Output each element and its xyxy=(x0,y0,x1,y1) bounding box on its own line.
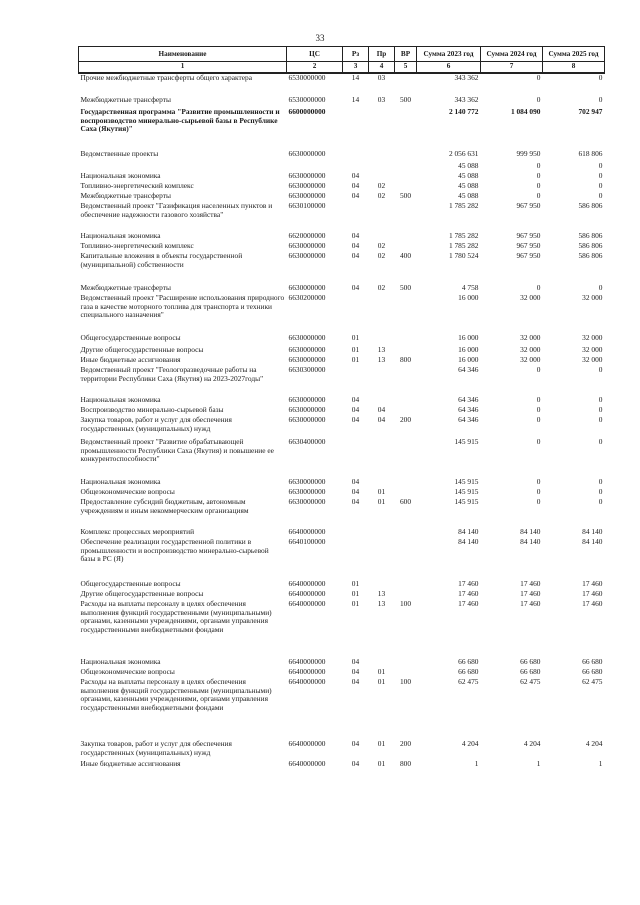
row-name: Обеспечение реализации государственной политики в промышленности и воспроизводство минерально-сырьевой базы в РС (Я) xyxy=(80,537,269,564)
row-sum-2024: 967 950 xyxy=(516,241,541,250)
row-sum-2023: 64 346 xyxy=(458,415,479,424)
row-sum-2023: 1 xyxy=(474,759,479,768)
row-name: Межбюджетные трансферты xyxy=(80,283,171,292)
row-pr: 02 xyxy=(377,191,386,200)
row-rz: 04 xyxy=(351,283,360,292)
row-cs-code: 6640000000 xyxy=(288,667,326,676)
row-name: Государственная программа "Развитие промышленности и воспроизводство минерально-сырьевой базы в Республике Саха (Якутия)" xyxy=(80,107,280,134)
row-vr xyxy=(395,538,417,580)
row-pr: 04 xyxy=(377,405,386,414)
row-cs-code: 6630000000 xyxy=(288,251,326,260)
row-vr xyxy=(395,172,417,182)
row-cs-code: 6640100000 xyxy=(288,537,326,546)
row-vr xyxy=(395,294,417,334)
row-pr xyxy=(369,366,395,396)
row-name: Национальная экономика xyxy=(80,171,161,180)
row-sum-2025: 0 xyxy=(598,405,603,414)
row-name: Общеэкономические вопросы xyxy=(80,667,175,676)
column-number: 8 xyxy=(543,62,605,74)
row-name: Межбюджетные трансферты xyxy=(80,191,171,200)
row-sum-2023: 66 680 xyxy=(458,657,479,666)
row-pr xyxy=(369,528,395,538)
column-number: 3 xyxy=(343,62,369,74)
row-sum-2023: 64 346 xyxy=(458,395,479,404)
row-rz: 14 xyxy=(351,95,360,104)
row-rz: 04 xyxy=(351,395,360,404)
row-sum-2025: 586 806 xyxy=(578,201,603,210)
row-sum-2024: 0 xyxy=(536,497,541,506)
row-sum-2024: 0 xyxy=(536,95,541,104)
row-name: Ведомственный проект "Расширение использования природного газа в качестве моторного топлива для транспорта и техники специального назначения" xyxy=(80,293,285,320)
row-cs-code: 6630000000 xyxy=(288,181,326,190)
row-pr: 03 xyxy=(377,95,386,104)
header-sum-2023: Сумма 2023 год xyxy=(417,47,481,62)
row-sum-2024: 0 xyxy=(536,365,541,374)
row-sum-2025: 32 000 xyxy=(582,333,603,342)
row-pr: 01 xyxy=(377,739,386,748)
row-sum-2025: 0 xyxy=(598,497,603,506)
row-rz: 04 xyxy=(351,181,360,190)
row-sum-2025: 84 140 xyxy=(582,527,603,536)
row-cs-code: 6630000000 xyxy=(288,171,326,180)
row-sum-2023: 2 056 631 xyxy=(448,149,479,158)
row-name: Ведомственный проект "Газификация населенных пунктов и обеспечение надежности газового хозяйства" xyxy=(80,201,273,219)
row-sum-2023: 145 915 xyxy=(454,437,479,446)
row-rz: 01 xyxy=(351,355,360,364)
row-pr: 13 xyxy=(377,589,386,598)
row-vr: 500 xyxy=(399,283,412,292)
page-number: 33 xyxy=(315,33,325,43)
row-name: Общеэкономические вопросы xyxy=(80,487,175,496)
row-vr: 400 xyxy=(399,251,412,260)
row-pr xyxy=(369,294,395,334)
row-rz: 04 xyxy=(351,415,360,424)
row-vr xyxy=(395,162,417,172)
row-name: Расходы на выплаты персоналу в целях обеспечения выполнения функций государственными (муниципальными) органами, казенными учреждениями, органами управления государственными внебюджетными фондами xyxy=(80,599,272,634)
row-vr: 800 xyxy=(399,355,412,364)
row-cs-code: 6640000000 xyxy=(288,657,326,666)
row-vr: 500 xyxy=(399,95,412,104)
row-sum-2024: 0 xyxy=(536,437,541,446)
row-sum-2024: 0 xyxy=(536,283,541,292)
row-pr xyxy=(369,150,395,162)
row-cs-code: 6630100000 xyxy=(288,201,326,210)
row-sum-2025: 66 680 xyxy=(582,667,603,676)
row-name: Национальная экономика xyxy=(80,477,161,486)
row-sum-2023: 66 680 xyxy=(458,667,479,676)
row-rz: 04 xyxy=(351,677,360,686)
row-cs-code: 6640000000 xyxy=(288,599,326,608)
row-vr xyxy=(395,366,417,396)
row-sum-2023: 4 758 xyxy=(461,283,479,292)
row-rz: 04 xyxy=(351,667,360,676)
column-number: 7 xyxy=(481,62,543,74)
row-cs-code: 6640000000 xyxy=(288,589,326,598)
row-vr xyxy=(395,150,417,162)
header-rz: Рз xyxy=(343,47,369,62)
row-sum-2025: 0 xyxy=(598,487,603,496)
row-name: Воспроизводство минерально-сырьевой базы xyxy=(80,405,224,414)
row-sum-2025: 84 140 xyxy=(582,537,603,546)
table-row xyxy=(79,294,605,334)
row-name: Ведомственные проекты xyxy=(80,149,159,158)
row-cs-code: 6620000000 xyxy=(288,231,326,240)
row-sum-2025: 1 xyxy=(598,759,603,768)
row-rz xyxy=(343,150,369,162)
row-sum-2024: 967 950 xyxy=(516,231,541,240)
row-cs-code: 6530000000 xyxy=(288,95,326,104)
row-sum-2025: 586 806 xyxy=(578,231,603,240)
table-row xyxy=(79,73,605,96)
row-rz: 04 xyxy=(351,241,360,250)
row-sum-2023: 16 000 xyxy=(458,333,479,342)
row-name: Национальная экономика xyxy=(80,231,161,240)
row-vr xyxy=(395,478,417,488)
row-name: Закупка товаров, работ и услуг для обеспечения государственных (муниципальных) нужд xyxy=(80,739,232,757)
row-sum-2024: 0 xyxy=(536,191,541,200)
row-vr: 500 xyxy=(399,191,412,200)
row-sum-2024: 17 460 xyxy=(520,589,541,598)
row-sum-2024: 32 000 xyxy=(520,345,541,354)
row-sum-2024: 0 xyxy=(536,477,541,486)
row-cs-code: 6630000000 xyxy=(288,405,326,414)
row-vr xyxy=(395,438,417,478)
row-sum-2023: 64 346 xyxy=(458,365,479,374)
row-pr: 01 xyxy=(377,759,386,768)
row-rz: 04 xyxy=(351,739,360,748)
row-sum-2024: 32 000 xyxy=(520,293,541,302)
row-name: Национальная экономика xyxy=(80,395,161,404)
row-sum-2023: 343 362 xyxy=(454,95,479,104)
row-name: Предоставление субсидий бюджетным, автономным учреждениям и иным некоммерческим организациям xyxy=(80,497,249,515)
row-sum-2024: 1 xyxy=(536,759,541,768)
row-sum-2023: 1 780 524 xyxy=(448,251,479,260)
row-pr: 01 xyxy=(377,497,386,506)
row-rz xyxy=(343,202,369,232)
column-number: 4 xyxy=(369,62,395,74)
row-sum-2024: 967 950 xyxy=(516,251,541,260)
column-number: 5 xyxy=(395,62,417,74)
row-name: Прочие межбюджетные трансферты общего характера xyxy=(80,73,253,82)
row-sum-2025: 32 000 xyxy=(582,355,603,364)
row-sum-2023: 64 346 xyxy=(458,405,479,414)
row-sum-2025: 0 xyxy=(598,161,603,170)
header-sum-2024: Сумма 2024 год xyxy=(481,47,543,62)
row-pr: 02 xyxy=(377,181,386,190)
table-row xyxy=(79,678,605,740)
row-vr xyxy=(395,580,417,590)
row-pr: 13 xyxy=(377,355,386,364)
row-name: Общегосударственные вопросы xyxy=(80,333,181,342)
table-row xyxy=(79,202,605,232)
row-vr xyxy=(395,396,417,406)
row-sum-2024: 0 xyxy=(536,405,541,414)
row-vr xyxy=(395,334,417,346)
row-sum-2025: 586 806 xyxy=(578,251,603,260)
row-name: Межбюджетные трансферты xyxy=(80,95,171,104)
table-body xyxy=(79,73,605,770)
row-vr xyxy=(395,73,417,96)
row-cs-code: 6630000000 xyxy=(288,477,326,486)
row-name: Ведомственный проект "Геологоразведочные работы на территории Республики Саха (Якутия) на 2023-2027годы" xyxy=(80,365,264,383)
row-sum-2023: 45 088 xyxy=(458,191,479,200)
row-sum-2025: 0 xyxy=(598,191,603,200)
row-rz: 01 xyxy=(351,579,360,588)
row-sum-2023: 84 140 xyxy=(458,537,479,546)
row-sum-2025: 17 460 xyxy=(582,599,603,608)
row-vr: 800 xyxy=(399,759,412,768)
row-sum-2024: 967 950 xyxy=(516,201,541,210)
row-pr: 02 xyxy=(377,283,386,292)
header-cs: ЦС xyxy=(287,47,343,62)
row-cs-code: 6630000000 xyxy=(288,415,326,424)
column-number: 6 xyxy=(417,62,481,74)
table-row xyxy=(79,740,605,760)
row-sum-2023: 1 785 282 xyxy=(448,231,479,240)
row-cs-code: 6630000000 xyxy=(288,149,326,158)
row-sum-2025: 32 000 xyxy=(582,293,603,302)
row-sum-2024: 999 950 xyxy=(516,149,541,158)
row-cs-code: 6530000000 xyxy=(288,73,326,82)
row-sum-2025: 17 460 xyxy=(582,579,603,588)
row-vr xyxy=(395,108,417,150)
row-pr: 01 xyxy=(377,487,386,496)
row-name: Иные бюджетные ассигнования xyxy=(80,759,181,768)
table-row xyxy=(79,538,605,580)
row-sum-2023: 145 915 xyxy=(454,497,479,506)
row-rz: 04 xyxy=(351,231,360,240)
row-vr xyxy=(395,202,417,232)
row-sum-2023: 1 785 282 xyxy=(448,241,479,250)
row-pr: 02 xyxy=(377,241,386,250)
row-vr xyxy=(395,528,417,538)
row-vr xyxy=(395,658,417,668)
row-sum-2023: 343 362 xyxy=(454,73,479,82)
row-sum-2025: 32 000 xyxy=(582,345,603,354)
row-vr: 600 xyxy=(399,497,412,506)
row-name: Топливно-энергетический комплекс xyxy=(80,241,194,250)
header-vr: ВР xyxy=(395,47,417,62)
row-rz: 01 xyxy=(351,599,360,608)
column-number: 1 xyxy=(79,62,287,74)
row-cs-code: 6630000000 xyxy=(288,345,326,354)
row-sum-2024: 0 xyxy=(536,171,541,180)
row-pr: 13 xyxy=(377,345,386,354)
row-vr: 100 xyxy=(399,599,412,608)
row-rz: 04 xyxy=(351,759,360,768)
row-sum-2023: 145 915 xyxy=(454,477,479,486)
row-name: Расходы на выплаты персоналу в целях обеспечения выполнения функций государственными (муниципальными) органами, казенными учреждениями, органами управления государственными внебюджетными фондами xyxy=(80,677,272,712)
row-sum-2023: 62 475 xyxy=(458,677,479,686)
row-rz: 04 xyxy=(351,477,360,486)
row-sum-2023: 145 915 xyxy=(454,487,479,496)
row-cs-code: 6630400000 xyxy=(288,437,326,446)
row-sum-2023: 84 140 xyxy=(458,527,479,536)
row-rz xyxy=(343,538,369,580)
row-pr xyxy=(369,438,395,478)
row-cs-code: 6640000000 xyxy=(288,759,326,768)
row-sum-2024: 0 xyxy=(536,161,541,170)
row-sum-2023: 17 460 xyxy=(458,579,479,588)
column-number: 2 xyxy=(287,62,343,74)
row-cs-code: 6630000000 xyxy=(288,355,326,364)
row-rz: 04 xyxy=(351,657,360,666)
row-rz xyxy=(343,438,369,478)
table-row xyxy=(79,108,605,150)
row-cs-code: 6630000000 xyxy=(288,487,326,496)
row-sum-2024: 32 000 xyxy=(520,333,541,342)
row-name: Иные бюджетные ассигнования xyxy=(80,355,181,364)
row-sum-2025: 0 xyxy=(598,95,603,104)
row-name: Ведомственный проект "Развитие обрабатывающей промышленности Республики Саха (Якутия) и повышение ее конкурентоспособности" xyxy=(80,437,274,464)
row-name: Другие общегосударственные вопросы xyxy=(80,345,204,354)
table-row xyxy=(79,416,605,438)
row-cs-code: 6640000000 xyxy=(288,579,326,588)
row-sum-2024: 66 680 xyxy=(520,667,541,676)
row-sum-2025: 0 xyxy=(598,283,603,292)
row-sum-2023: 16 000 xyxy=(458,345,479,354)
header-sum-2025: Сумма 2025 год xyxy=(543,47,605,62)
row-sum-2023: 17 460 xyxy=(458,589,479,598)
row-cs-code: 6630300000 xyxy=(288,365,326,374)
row-name: Общегосударственные вопросы xyxy=(80,579,181,588)
row-pr: 04 xyxy=(377,415,386,424)
row-pr: 13 xyxy=(377,599,386,608)
row-rz: 04 xyxy=(351,251,360,260)
row-sum-2024: 0 xyxy=(536,487,541,496)
row-rz xyxy=(343,294,369,334)
row-pr: 01 xyxy=(377,667,386,676)
row-cs-code: 6630000000 xyxy=(288,191,326,200)
row-rz: 04 xyxy=(351,487,360,496)
table-row xyxy=(79,600,605,658)
column-number-row xyxy=(79,62,605,74)
row-vr: 100 xyxy=(399,677,412,686)
row-name: Другие общегосударственные вопросы xyxy=(80,589,204,598)
header-name: Наименование xyxy=(79,47,287,62)
row-sum-2025: 0 xyxy=(598,181,603,190)
row-cs-code: 6640000000 xyxy=(288,677,326,686)
row-cs-code: 6630000000 xyxy=(288,333,326,342)
row-sum-2025: 66 680 xyxy=(582,657,603,666)
row-pr xyxy=(369,162,395,172)
row-cs-code: 6640000000 xyxy=(288,527,326,536)
row-cs-code: 6640000000 xyxy=(288,739,326,748)
row-rz: 04 xyxy=(351,497,360,506)
row-sum-2025: 0 xyxy=(598,437,603,446)
row-pr: 03 xyxy=(377,73,386,82)
header-row xyxy=(79,47,605,62)
row-sum-2023: 16 000 xyxy=(458,355,479,364)
row-rz: 01 xyxy=(351,345,360,354)
row-sum-2023: 16 000 xyxy=(458,293,479,302)
row-name: Комплекс процессных мероприятий xyxy=(80,527,195,536)
row-sum-2024: 66 680 xyxy=(520,657,541,666)
row-cs-code: 6630000000 xyxy=(288,283,326,292)
row-sum-2024: 84 140 xyxy=(520,537,541,546)
row-pr xyxy=(369,538,395,580)
row-sum-2025: 0 xyxy=(598,365,603,374)
row-cs-code: 6630000000 xyxy=(288,241,326,250)
row-name: Закупка товаров, работ и услуг для обеспечения государственных (муниципальных) нужд xyxy=(80,415,232,433)
table-row xyxy=(79,252,605,284)
row-sum-2023: 45 088 xyxy=(458,171,479,180)
row-sum-2024: 0 xyxy=(536,181,541,190)
row-sum-2023: 4 204 xyxy=(461,739,479,748)
row-rz: 14 xyxy=(351,73,360,82)
row-sum-2025: 702 947 xyxy=(578,107,603,116)
row-sum-2024: 17 460 xyxy=(520,599,541,608)
row-sum-2023: 45 088 xyxy=(458,161,479,170)
row-sum-2025: 0 xyxy=(598,73,603,82)
row-vr: 200 xyxy=(399,415,412,424)
row-pr xyxy=(369,108,395,150)
row-sum-2024: 32 000 xyxy=(520,355,541,364)
header-pr: Пр xyxy=(369,47,395,62)
row-rz xyxy=(343,528,369,538)
row-sum-2024: 84 140 xyxy=(520,527,541,536)
row-sum-2024: 4 204 xyxy=(523,739,541,748)
row-name: Топливно-энергетический комплекс xyxy=(80,181,194,190)
budget-table xyxy=(78,46,605,770)
row-sum-2024: 1 084 090 xyxy=(510,107,541,116)
row-sum-2023: 1 785 282 xyxy=(448,201,479,210)
row-pr xyxy=(369,202,395,232)
table-row xyxy=(79,150,605,162)
row-sum-2025: 0 xyxy=(598,477,603,486)
table-row xyxy=(79,366,605,396)
row-vr: 200 xyxy=(399,739,412,748)
row-sum-2025: 0 xyxy=(598,415,603,424)
row-sum-2025: 0 xyxy=(598,171,603,180)
row-name: Капитальные вложения в объекты государственной (муниципальной) собственности xyxy=(80,251,243,269)
row-sum-2023: 17 460 xyxy=(458,599,479,608)
table-row xyxy=(79,760,605,770)
row-sum-2025: 586 806 xyxy=(578,241,603,250)
row-rz: 01 xyxy=(351,333,360,342)
row-cs-code: 6630000000 xyxy=(288,497,326,506)
row-sum-2023: 45 088 xyxy=(458,181,479,190)
row-cs-code: 6600000000 xyxy=(288,107,326,116)
row-pr: 01 xyxy=(377,677,386,686)
row-sum-2025: 17 460 xyxy=(582,589,603,598)
row-rz: 01 xyxy=(351,589,360,598)
row-sum-2025: 62 475 xyxy=(582,677,603,686)
row-sum-2025: 0 xyxy=(598,395,603,404)
row-rz: 04 xyxy=(351,171,360,180)
table-row xyxy=(79,498,605,528)
row-sum-2024: 62 475 xyxy=(520,677,541,686)
row-sum-2024: 0 xyxy=(536,395,541,404)
row-vr xyxy=(395,232,417,242)
row-sum-2023: 2 140 772 xyxy=(448,107,479,116)
row-pr: 02 xyxy=(377,251,386,260)
row-cs-code: 6630200000 xyxy=(288,293,326,302)
row-rz: 04 xyxy=(351,191,360,200)
row-rz xyxy=(343,366,369,396)
row-name: Национальная экономика xyxy=(80,657,161,666)
row-sum-2025: 618 806 xyxy=(578,149,603,158)
row-sum-2024: 17 460 xyxy=(520,579,541,588)
row-sum-2024: 0 xyxy=(536,73,541,82)
row-rz: 04 xyxy=(351,405,360,414)
table-row xyxy=(79,438,605,478)
row-cs-code: 6630000000 xyxy=(288,395,326,404)
row-sum-2025: 4 204 xyxy=(585,739,603,748)
row-sum-2024: 0 xyxy=(536,415,541,424)
row-rz xyxy=(343,108,369,150)
